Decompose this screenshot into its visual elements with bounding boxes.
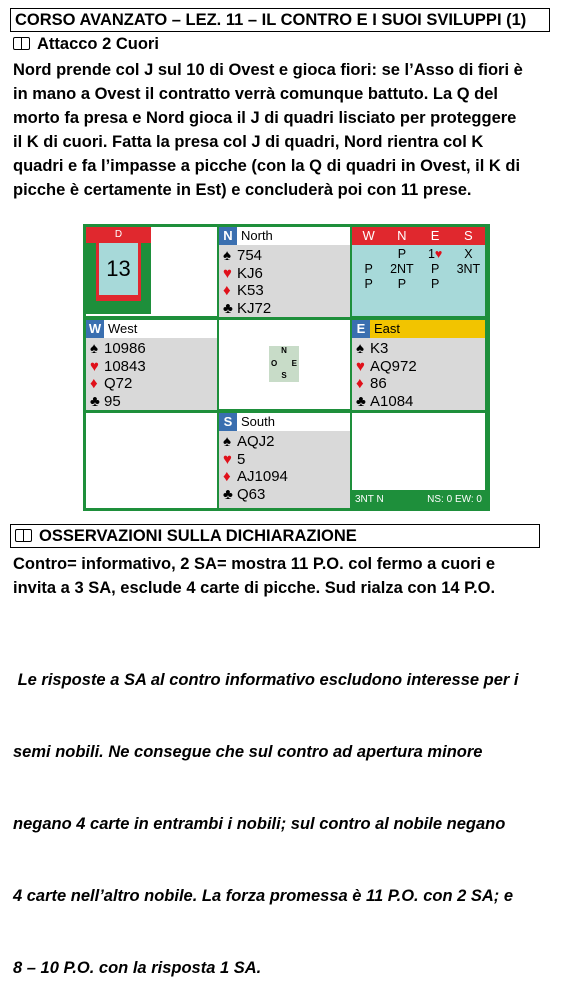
board-number: 13	[99, 243, 138, 295]
text-line: semi nobili. Ne consegue che sul contro ad apertura minore	[13, 743, 483, 761]
seat-name: West	[108, 321, 138, 336]
play-description	[13, 58, 558, 202]
text-line: 4 carte nell’altro nobile. La forza promessa è 11 P.O. con 2 SA; e	[13, 887, 514, 905]
text-line: Contro= informativo, 2 SA= mostra 11 P.O. col fermo a cuori e	[13, 555, 496, 573]
text-line: invita a 3 SA, esclude 4 carte di picche. Sud rialza con 14 P.O.	[13, 579, 496, 597]
compass: N O E S	[271, 346, 297, 380]
board-info-cell	[86, 227, 217, 316]
diamond-icon: ♦	[356, 375, 364, 392]
spade-icon: ♠	[223, 247, 231, 264]
text-line: 8 – 10 P.O. con la risposta 1 SA.	[13, 959, 262, 977]
bid-row: P 1♥ X	[397, 247, 473, 261]
club-icon: ♣	[90, 392, 100, 410]
text-line: picche è certamente in Est) e concluderà poi con 11 prese.	[13, 181, 472, 199]
section-heading: OSSERVAZIONI SULLA DICHIARAZIONE	[10, 524, 540, 548]
vulnerability: NS: 0 EW: 0	[427, 494, 482, 505]
bid-row: P P P	[364, 277, 440, 291]
seat-badge: S	[219, 413, 237, 431]
bidding-table: W N E S P 1♥ X P 2NT P 3NT P P P	[352, 227, 485, 316]
note-paragraph	[13, 620, 558, 1004]
bridge-board	[83, 224, 490, 511]
seat-name: North	[241, 228, 273, 243]
east-hand: E East ♠ K3 ♥ AQ972 ♦ 86 ♣ A1084	[352, 320, 485, 409]
lead-heading: Attacco 2 Cuori	[13, 33, 159, 55]
text-line: in mano a Ovest il contratto verrà comunque battuto. La Q del	[13, 85, 498, 103]
diamond-icon: ♦	[223, 282, 231, 299]
heart-icon: ♥	[223, 450, 232, 468]
west-hand: W West ♠ 10986 ♥ 10843 ♦ Q72 ♣ 95	[86, 320, 217, 409]
spade-icon: ♠	[356, 340, 364, 357]
page-title: CORSO AVANZATO – LEZ. 11 – IL CONTRO E I SUOI SVILUPPI (1)	[10, 8, 550, 32]
text-line: quadri e fa l’impasse a picche (con la Q di quadri in Ovest, il K di	[13, 157, 521, 175]
south-hand: S South ♠ AQJ2 ♥ 5 ♦ AJ1094 ♣ Q63	[219, 413, 350, 508]
text-line: Nord prende col J sul 10 di Ovest e gioca fiori: se l’Asso di fiori è	[13, 61, 523, 79]
club-icon: ♣	[356, 392, 366, 410]
club-icon: ♣	[223, 485, 233, 503]
spade-icon: ♠	[223, 433, 231, 450]
heart-icon: ♥	[356, 357, 365, 375]
diamond-icon: ♦	[223, 468, 231, 485]
seat-badge: N	[219, 227, 237, 245]
book-icon	[15, 528, 33, 542]
heart-icon: ♥	[90, 357, 99, 375]
text-line: negano 4 carte in entrambi i nobili; sul contro al nobile negano	[13, 815, 506, 833]
book-icon	[13, 36, 31, 50]
heart-icon: ♥	[434, 247, 443, 261]
text-line: Le risposte a SA al contro informativo escludono interesse per i	[13, 671, 519, 689]
bidding-observations	[13, 552, 558, 600]
seat-name: South	[241, 414, 275, 429]
text-line: morto fa presa e Nord gioca il J di quadri lisciato per proteggere	[13, 109, 517, 127]
empty-cell	[86, 413, 217, 508]
empty-cell	[352, 413, 485, 490]
contract-bar	[352, 492, 485, 508]
diamond-icon: ♦	[90, 375, 98, 392]
seat-name: East	[374, 321, 401, 336]
contract: 3NT N	[355, 494, 384, 505]
seat-badge: E	[352, 320, 370, 338]
north-hand: N North ♠ 754 ♥ KJ6 ♦ K53 ♣ KJ72	[219, 227, 350, 316]
dealer-label: D	[86, 227, 151, 243]
spade-icon: ♠	[90, 340, 98, 357]
compass-cell	[219, 320, 350, 409]
dealer-indicator	[86, 227, 151, 314]
heart-icon: ♥	[223, 264, 232, 282]
bid-row: P 2NT P 3NT	[364, 262, 481, 276]
seat-badge: W	[86, 320, 104, 338]
text-line: il K di cuori. Fatta la presa col J di quadri, Nord rientra col K	[13, 133, 484, 151]
club-icon: ♣	[223, 299, 233, 317]
